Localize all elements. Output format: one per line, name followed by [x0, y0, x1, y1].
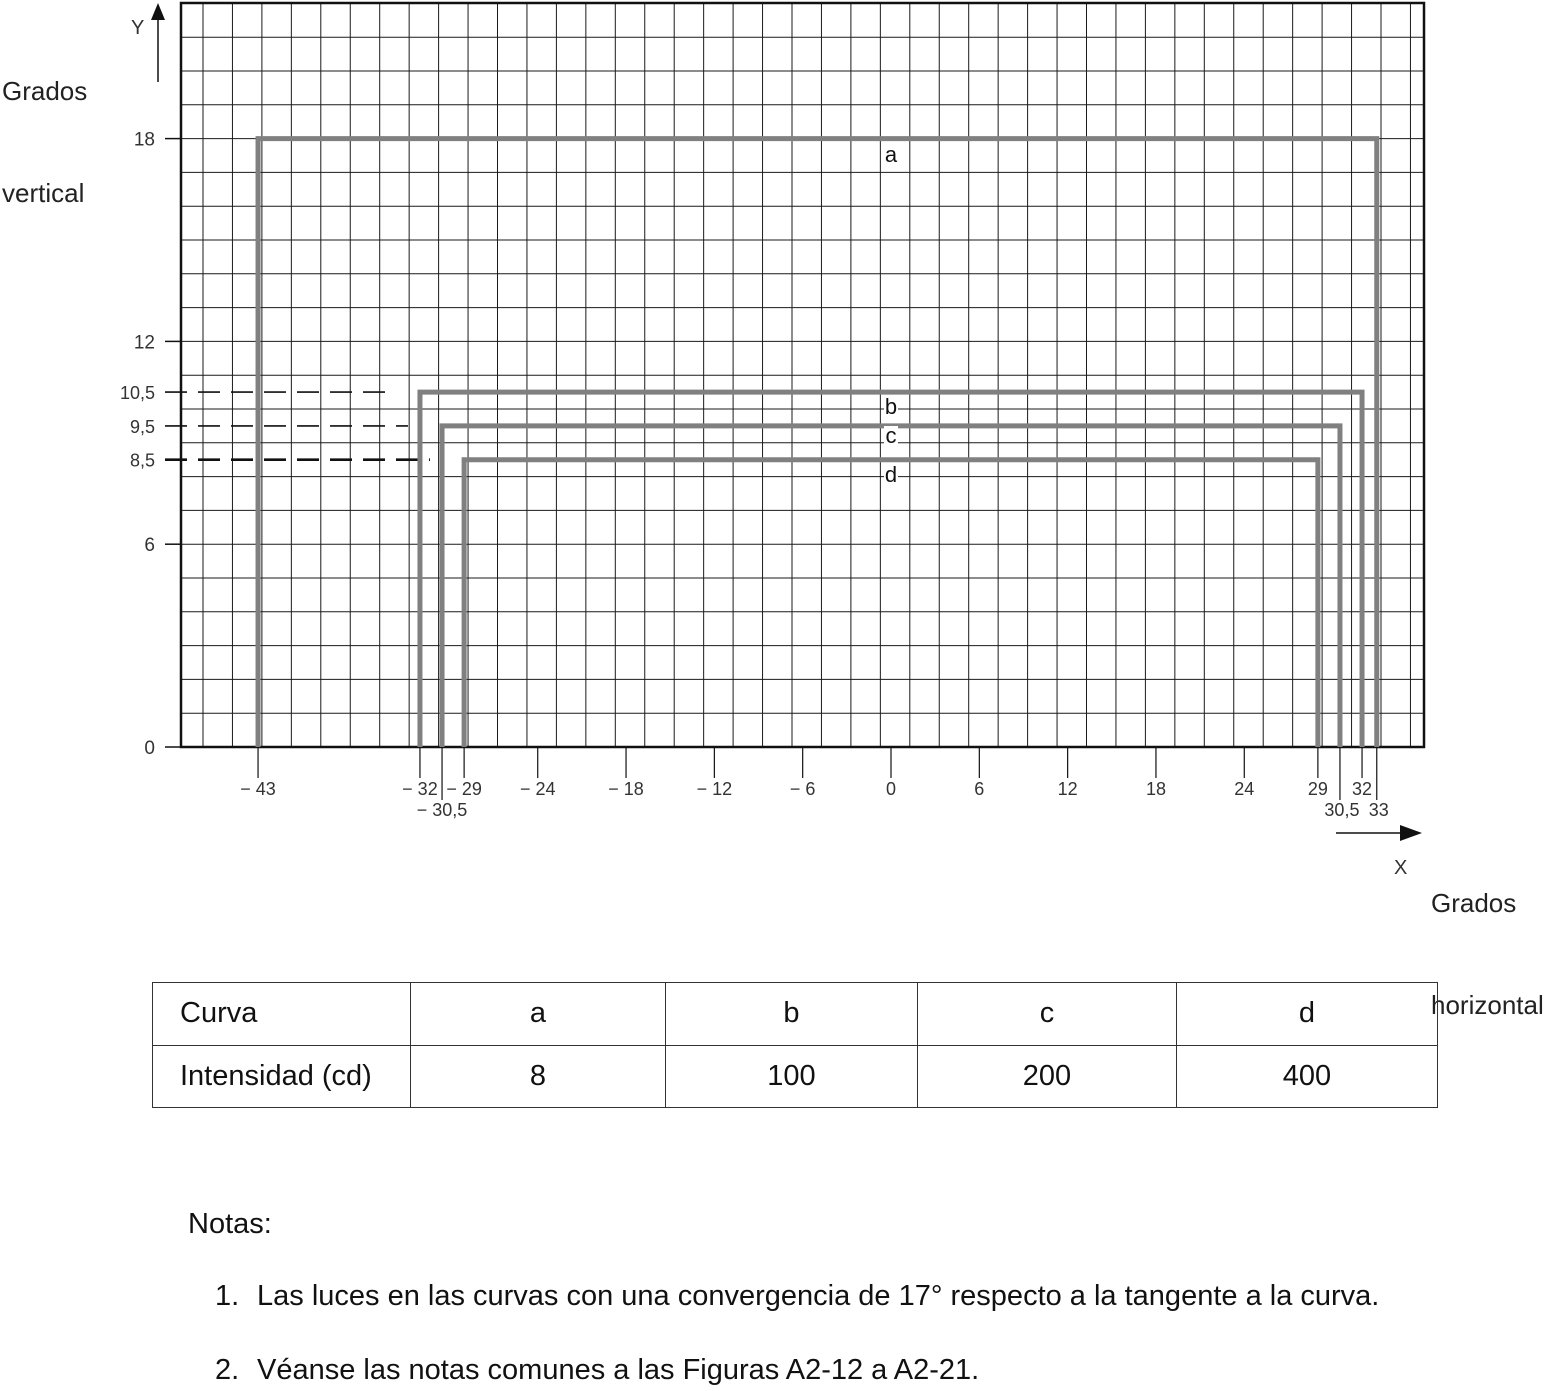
curve-label-a: a	[884, 142, 898, 167]
curve-d	[464, 460, 1318, 747]
x-tick-label: − 6	[789, 779, 816, 799]
x-tick-label: 18	[1145, 779, 1166, 799]
x-tick-label: 32	[1352, 779, 1373, 799]
table-cell: 400	[1177, 1045, 1438, 1108]
x-tick-label: − 43	[240, 779, 276, 799]
x-tick-label: 29	[1307, 779, 1328, 799]
x-tick-label: − 18	[608, 779, 644, 799]
intensity-table	[152, 982, 1438, 1108]
y-dashed-label: 9,5	[129, 416, 155, 437]
table-cell: b	[666, 983, 918, 1046]
table-cell: a	[411, 983, 666, 1046]
table-row	[153, 1045, 1438, 1108]
curve-label-b: b	[884, 394, 898, 419]
x-tick-label: 0	[885, 779, 897, 799]
x-axis-arrow-head	[1400, 825, 1422, 841]
x-tick-label: 30,5	[1324, 800, 1360, 820]
y-axis-arrow-head	[151, 3, 165, 20]
y-tick-label: 6	[144, 535, 155, 557]
x-axis-title-line: horizontal	[1431, 990, 1544, 1020]
note-text: Las luces en las curvas con una convergencia de 17° respecto a la tangente a la curva.	[257, 1280, 1380, 1312]
x-tick-label: 12	[1057, 779, 1078, 799]
note-number: 2.	[215, 1354, 240, 1386]
table-cell: Intensidad (cd)	[153, 1045, 411, 1108]
table-cell: d	[1177, 983, 1438, 1046]
y-tick-label: 12	[133, 332, 155, 354]
table-cell: 200	[918, 1045, 1177, 1108]
x-tick-label: 24	[1234, 779, 1255, 799]
note-number: 1.	[215, 1280, 240, 1312]
table-cell: c	[918, 983, 1177, 1046]
table-cell: Curva	[153, 983, 411, 1046]
x-axis-title-line: Grados	[1431, 888, 1517, 918]
x-tick-label: 33	[1368, 800, 1389, 820]
notes-title: Notas:	[188, 1208, 272, 1240]
x-tick-label: 6	[974, 779, 985, 799]
y-axis-title-line: vertical	[2, 178, 85, 208]
x-tick-label: − 29	[446, 779, 482, 799]
note-item	[215, 1354, 979, 1387]
y-axis-title	[2, 6, 87, 244]
y-tick-label: 0	[144, 738, 155, 759]
table-header-row	[153, 983, 1438, 1046]
y-dashed-label: 8,5	[129, 450, 155, 471]
x-axis-letter: X	[1394, 857, 1408, 879]
x-axis-title	[1431, 818, 1544, 1056]
x-tick-label: − 32	[402, 779, 438, 799]
table-cell: 8	[411, 1045, 666, 1108]
grid-lines	[181, 3, 1424, 747]
note-item	[215, 1280, 1379, 1313]
curve-label-d: d	[884, 462, 898, 487]
y-dashed-label: 10,5	[119, 383, 155, 404]
y-axis-letter: Y	[131, 17, 145, 39]
x-tick-label: − 12	[696, 779, 733, 799]
curve-label-c: c	[885, 423, 897, 448]
x-tick-label: − 30,5	[416, 800, 468, 820]
table-cell: 100	[666, 1045, 918, 1108]
y-axis-title-line: Grados	[2, 76, 88, 106]
y-tick-label: 18	[133, 129, 155, 151]
note-text: Véanse las notas comunes a las Figuras A2-12 a A2-21.	[257, 1354, 980, 1386]
x-tick-label: − 24	[519, 779, 556, 799]
